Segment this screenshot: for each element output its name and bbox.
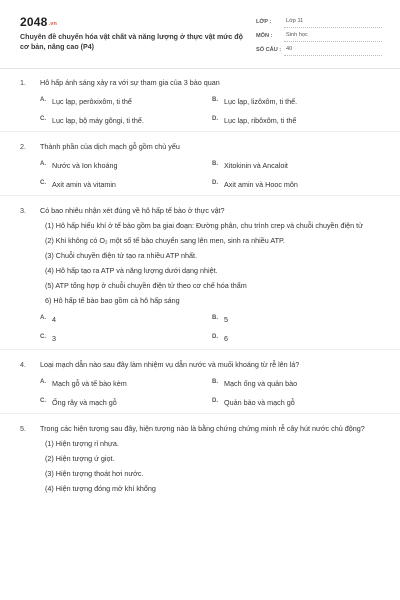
answer-option-b[interactable] <box>212 379 382 388</box>
meta-row-subject <box>256 28 382 42</box>
meta-row-grade <box>256 14 382 28</box>
question-text: Trong các hiện tượng sau đây, hiện tượng nào là bằng chứng chứng minh rễ cây hút nước chủ động? <box>40 424 365 433</box>
option-letter: D. <box>212 334 218 340</box>
answer-option-d[interactable] <box>212 116 382 125</box>
question-statement: (1) Hiện tượng rỉ nhựa. <box>45 439 119 448</box>
answer-option-a[interactable] <box>40 315 212 324</box>
question-4 <box>0 360 400 407</box>
logo-suffix: .vn <box>48 21 58 27</box>
question-2 <box>0 142 400 189</box>
option-text: Lục lạp, bộ máy gôngi, ti thể. <box>52 116 144 125</box>
answer-option-a[interactable] <box>40 379 212 388</box>
header-divider <box>0 68 400 69</box>
logo-text: 2048 <box>20 15 48 29</box>
question-separator <box>0 195 400 196</box>
option-letter: B. <box>212 97 218 103</box>
question-number: 2. <box>20 142 26 151</box>
question-list <box>0 78 400 499</box>
question-stem <box>0 78 400 87</box>
meta-value-question-count: 40 <box>284 46 382 56</box>
option-text: 5 <box>224 315 228 324</box>
question-1 <box>0 78 400 125</box>
option-letter: C. <box>40 398 46 404</box>
question-text: Thành phần của dịch mạch gỗ gồm chủ yếu <box>40 142 180 151</box>
option-text: Lục lạp, lizôxôm, ti thể. <box>224 97 298 106</box>
question-statement: (4) Hô hấp tạo ra ATP và năng lượng dưới dạng nhiệt. <box>45 266 218 275</box>
question-statement: (2) Khi không có O₂ một số tế bào chuyển sang lên men, sinh ra nhiều ATP. <box>45 236 285 245</box>
question-3 <box>0 206 400 343</box>
option-letter: D. <box>212 180 218 186</box>
question-text: Hô hấp ánh sáng xảy ra với sự tham gia của 3 bào quan <box>40 78 220 87</box>
answer-option-d[interactable] <box>212 398 382 407</box>
meta-value-subject: Sinh học <box>284 32 382 42</box>
option-letter: B. <box>212 161 218 167</box>
option-letter: A. <box>40 379 46 385</box>
answer-options <box>0 97 400 125</box>
question-statement: (3) Hiện tượng thoát hơi nước. <box>45 469 144 478</box>
option-letter: C. <box>40 334 46 340</box>
meta-value-grade: Lớp 11 <box>284 18 382 28</box>
answer-option-a[interactable] <box>40 161 212 170</box>
answer-option-a[interactable] <box>40 97 212 106</box>
question-statement: 6) Hô hấp tế bào bao gồm cả hô hấp sáng <box>45 296 180 305</box>
answer-option-c[interactable] <box>40 334 212 343</box>
site-logo[interactable] <box>20 15 57 30</box>
answer-options <box>0 315 400 343</box>
answer-option-c[interactable] <box>40 180 212 189</box>
meta-row-question-count <box>256 42 382 56</box>
question-statement: (3) Chuỗi chuyền điện tử tạo ra nhiều ATP nhất. <box>45 251 197 260</box>
question-statement: (1) Hô hấp hiếu khí ở tế bào gồm ba giai đoạn: Đường phân, chu trình crep và chuỗi chuyền điện tử <box>45 221 363 230</box>
option-text: 4 <box>52 315 56 324</box>
question-text: Có bao nhiêu nhận xét đúng về hô hấp tế bào ở thực vật? <box>40 206 225 215</box>
question-number: 4. <box>20 360 26 369</box>
option-text: Xitokinin và Ancaloit <box>224 161 288 170</box>
answer-option-c[interactable] <box>40 398 212 407</box>
option-letter: A. <box>40 97 46 103</box>
question-stem <box>0 206 400 215</box>
answer-option-b[interactable] <box>212 315 382 324</box>
option-text: Ống rây và mạch gỗ <box>52 398 117 407</box>
question-5 <box>0 424 400 493</box>
document-title: Chuyên đề chuyển hóa vật chất và năng lượng ở thực vật mức độ cơ bản, nâng cao (P4) <box>20 33 243 51</box>
question-number: 1. <box>20 78 26 87</box>
option-text: Quản bào và mạch gỗ <box>224 398 295 407</box>
answer-option-d[interactable] <box>212 180 382 189</box>
question-statement: (5) ATP tổng hợp ở chuỗi chuyền điện tử theo cơ chế hóa thẩm <box>45 281 247 290</box>
meta-key-question-count: SỐ CÂU : <box>256 47 282 54</box>
question-separator <box>0 349 400 350</box>
question-separator <box>0 131 400 132</box>
option-text: 3 <box>52 334 56 343</box>
option-letter: B. <box>212 379 218 385</box>
question-stem <box>0 360 400 369</box>
option-letter: B. <box>212 315 218 321</box>
question-stem <box>0 424 400 433</box>
option-letter: A. <box>40 315 46 321</box>
meta-key-grade: LỚP : <box>256 19 272 26</box>
option-letter: C. <box>40 116 46 122</box>
question-number: 5. <box>20 424 26 433</box>
option-text: Axit amin và Hooc môn <box>224 180 298 189</box>
question-stem <box>0 142 400 151</box>
option-text: Mạch ống và quản bào <box>224 379 298 388</box>
option-text: Lục lạp, ribôxôm, ti thể <box>224 116 297 125</box>
document-header <box>0 0 400 66</box>
option-letter: C. <box>40 180 46 186</box>
option-letter: A. <box>40 161 46 167</box>
answer-options <box>0 161 400 189</box>
option-text: Axit amin và vitamin <box>52 180 116 189</box>
question-number: 3. <box>20 206 26 215</box>
option-text: Lục lạp, perôxixôm, ti thể <box>52 97 132 106</box>
meta-key-subject: MÔN : <box>256 33 273 40</box>
answer-option-c[interactable] <box>40 116 212 125</box>
document-meta <box>256 14 382 56</box>
answer-option-b[interactable] <box>212 97 382 106</box>
question-text: Loại mạch dẫn nào sau đây làm nhiệm vụ dẫn nước và muối khoáng từ rễ lên lá? <box>40 360 300 369</box>
option-letter: D. <box>212 398 218 404</box>
option-letter: D. <box>212 116 218 122</box>
option-text: Mạch gỗ và tế bào kèm <box>52 379 127 388</box>
answer-option-d[interactable] <box>212 334 382 343</box>
answer-option-b[interactable] <box>212 161 382 170</box>
option-text: 6 <box>224 334 228 343</box>
question-separator <box>0 413 400 414</box>
question-statement: (4) Hiện tượng đóng mở khí khổng <box>45 484 156 493</box>
option-text: Nước và Ion khoáng <box>52 161 118 170</box>
question-statement: (2) Hiện tượng ứ giọt. <box>45 454 115 463</box>
answer-options <box>0 379 400 407</box>
